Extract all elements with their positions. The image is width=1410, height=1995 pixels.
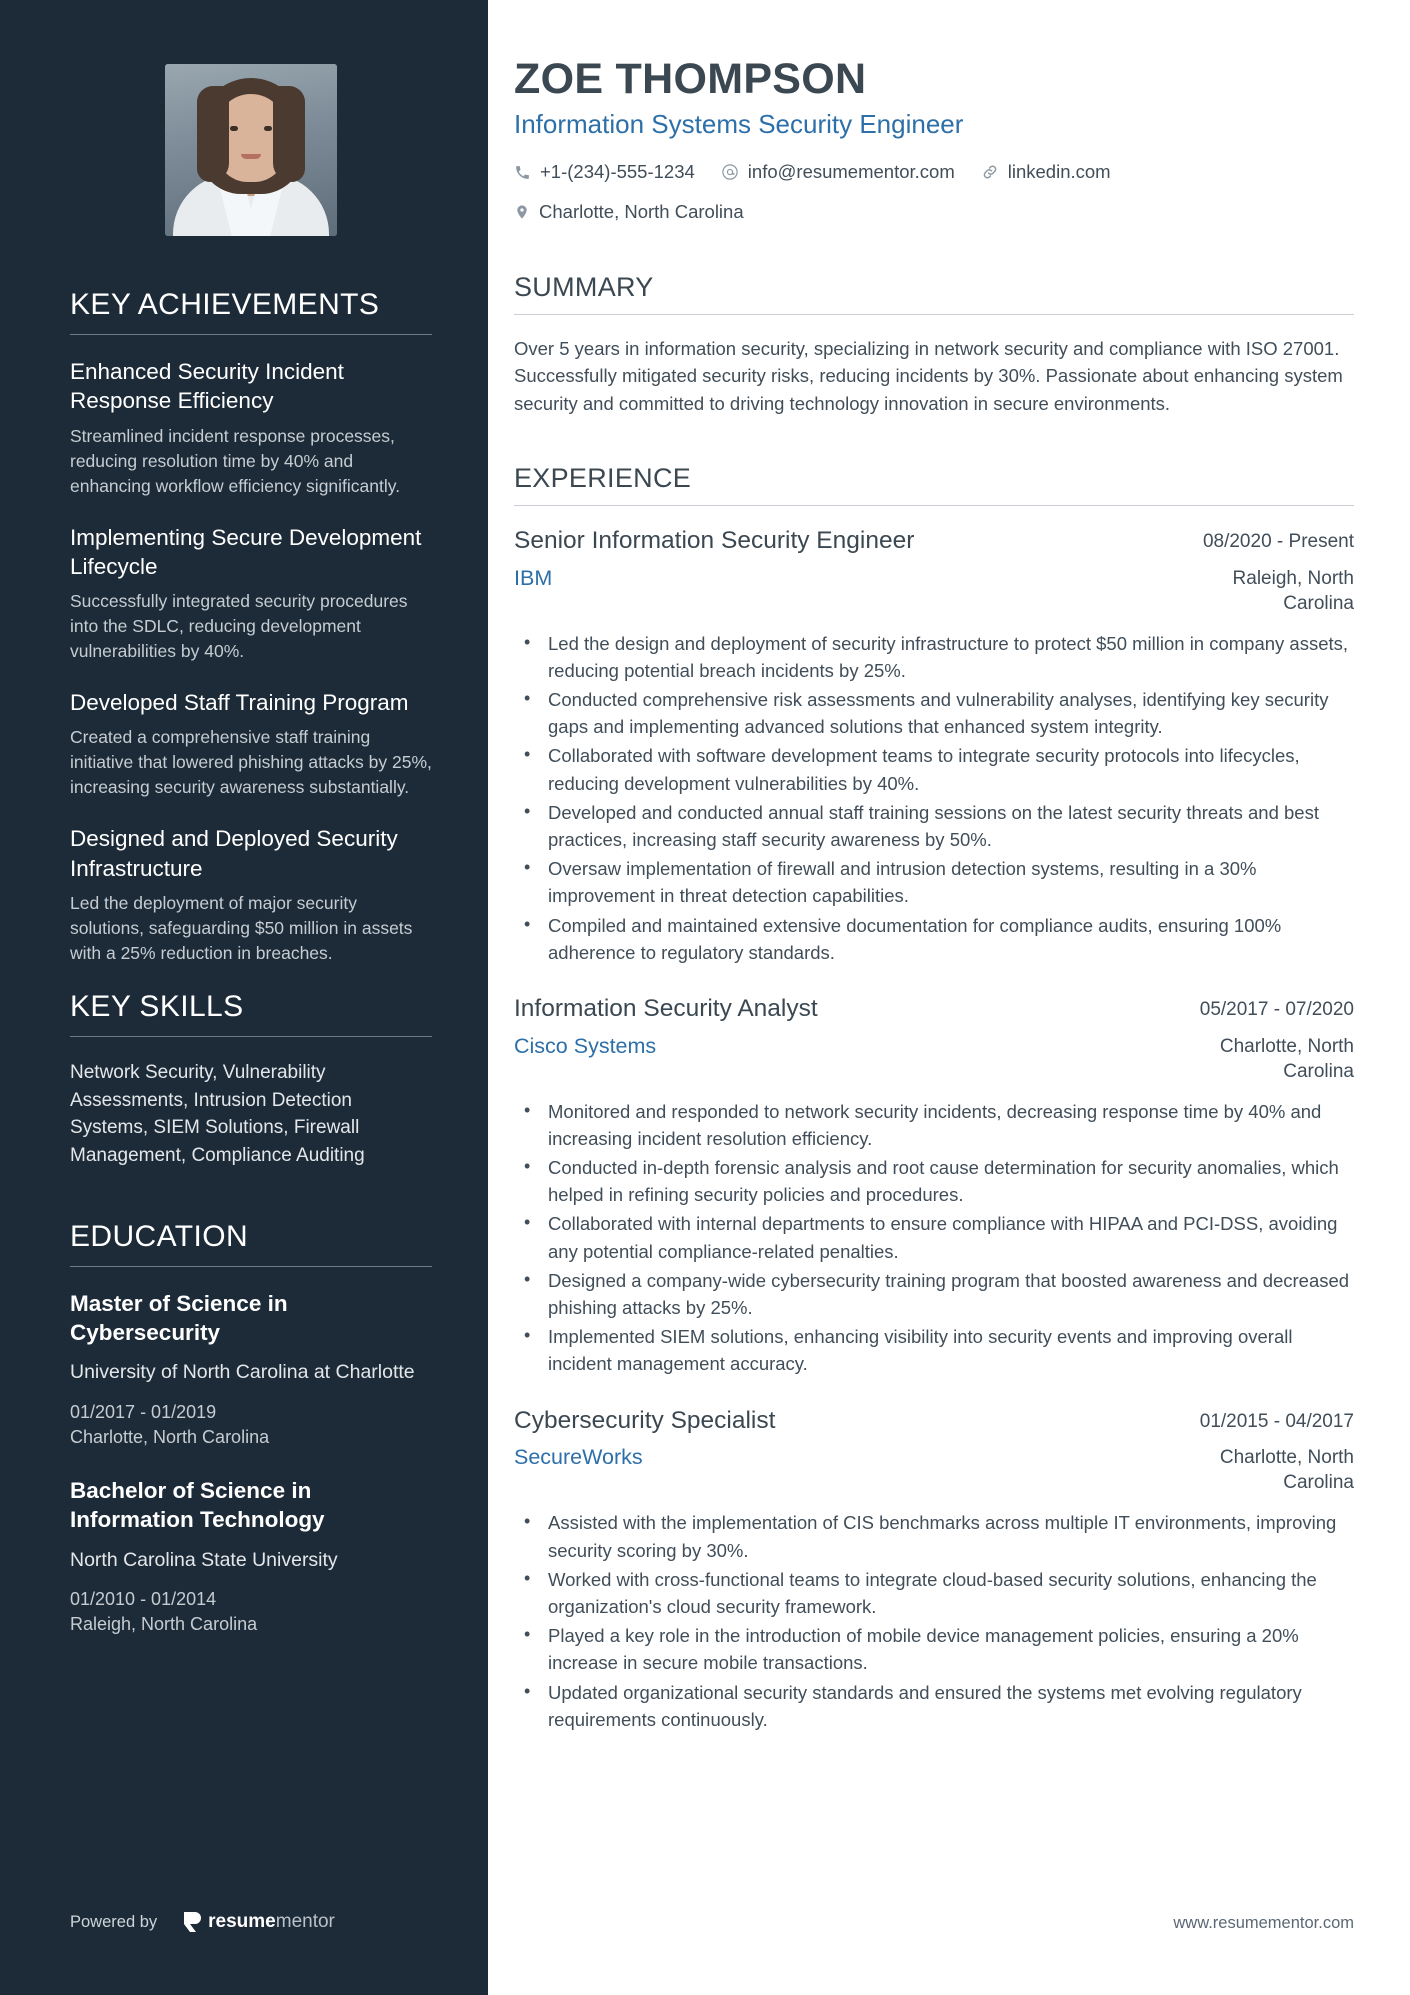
divider <box>514 505 1354 506</box>
job-dates: 08/2020 - Present <box>1202 530 1354 552</box>
job-role: Information Security Analyst <box>514 994 818 1022</box>
resumementor-logo <box>183 1911 335 1933</box>
achievement-description: Created a comprehensive staff training initiative that lowered phishing attacks by 25%, increasing security awareness substantially. <box>70 727 432 798</box>
location-icon <box>514 203 530 221</box>
experience-heading: EXPERIENCE <box>514 462 692 493</box>
education-dates: 01/2017 - 01/2019 <box>70 1401 217 1422</box>
job-bullet: • Assisted with the implementation of CIS benchmarks across multiple IT environments, improving security scoring by 30%. <box>514 1509 1354 1563</box>
education-degree: Bachelor of Science in Information Technology <box>70 1478 325 1533</box>
page-title: ZOE THOMPSON <box>514 55 867 103</box>
job-bullet: • Updated organizational security standards and ensured the systems met evolving regulatory requirements continuously. <box>514 1679 1354 1733</box>
job-bullet: • Collaborated with software development teams to integrate security protocols into lifecycles, reducing development vulnerabilities by 40%. <box>514 742 1354 796</box>
contact-location <box>514 198 744 226</box>
job-bullet: • Oversaw implementation of firewall and intrusion detection systems, resulting in a 30% improvement in threat detection capabilities. <box>514 855 1354 909</box>
achievement-item <box>70 824 432 966</box>
job-bullet: • Conducted in-depth forensic analysis and root cause determination for security anomalies, which helped in refining security policies and procedures. <box>514 1154 1354 1208</box>
achievement-description: Streamlined incident response processes, reducing resolution time by 40% and enhancing workflow efficiency significantly. <box>70 425 401 496</box>
resumementor-wordmark: resumementor <box>208 1911 335 1932</box>
key-achievements-heading: KEY ACHIEVEMENTS <box>70 288 380 321</box>
achievement-item <box>70 688 432 800</box>
divider <box>70 1036 432 1037</box>
job-location: Raleigh, North Carolina <box>1232 567 1354 614</box>
key-skills-list: Network Security, Vulnerability Assessments, Intrusion Detection Systems, SIEM Solutions, Firewall Management, Compliance Auditing <box>70 1061 365 1167</box>
job-bullet: • Led the design and deployment of security infrastructure to protect $50 million in company assets, reducing potential breach incidents by 25%. <box>514 630 1354 684</box>
job-bullet: • Compiled and maintained extensive documentation for compliance audits, ensuring 100% adherence to regulatory standards. <box>514 912 1354 966</box>
job-company[interactable]: IBM <box>514 565 553 590</box>
key-skills-heading: KEY SKILLS <box>70 989 244 1023</box>
link-icon <box>981 163 999 181</box>
phone-icon <box>514 164 531 181</box>
divider <box>70 334 432 335</box>
contact-link-text: linkedin.com <box>1007 161 1111 183</box>
profile-photo <box>70 64 432 236</box>
job-bullet: • Designed a company-wide cybersecurity training program that boosted awareness and decreased phishing attacks by 25%. <box>514 1267 1354 1321</box>
job-bullet: • Played a key role in the introduction of mobile device management policies, ensuring a 20% increase in secure mobile transactions. <box>514 1622 1354 1676</box>
job-bullets <box>514 1098 1354 1378</box>
education-dates: 01/2010 - 01/2014 <box>70 1588 217 1609</box>
contact-location-text: Charlotte, North Carolina <box>539 201 744 223</box>
job-dates: 01/2015 - 04/2017 <box>1199 1410 1354 1432</box>
divider <box>70 1266 432 1267</box>
education-heading: EDUCATION <box>70 1219 249 1253</box>
education-meta <box>70 1587 432 1637</box>
job-bullet: • Monitored and responded to network security incidents, decreasing response time by 40% and increasing incident resolution efficiency. <box>514 1098 1354 1152</box>
achievement-description: Led the deployment of major security solutions, safeguarding $50 million in assets with a 25% reduction in breaches. <box>70 892 413 963</box>
summary-text: Over 5 years in information security, specializing in network security and compliance with ISO 27001. Successfully mitigated security risks, reducing incidents by 30%. Passionate about enhancing system security and committed to driving technology innovation in secure environments. <box>514 337 1343 414</box>
avatar <box>165 64 337 236</box>
education-location: Charlotte, North Carolina <box>70 1426 270 1447</box>
achievement-item <box>70 357 432 499</box>
job-bullet: • Conducted comprehensive risk assessments and vulnerability analyses, identifying key security gaps and implementing advanced solutions that enhanced system integrity. <box>514 686 1354 740</box>
job-role: Cybersecurity Specialist <box>514 1406 776 1434</box>
headline-job-title: Information Systems Security Engineer <box>514 109 964 140</box>
job-company[interactable]: Cisco Systems <box>514 1033 657 1058</box>
job-dates: 05/2017 - 07/2020 <box>1199 998 1354 1020</box>
job-bullet: • Developed and conducted annual staff training sessions on the latest security threats and best practices, increasing staff security awareness by 50%. <box>514 799 1354 853</box>
contact-email[interactable] <box>721 158 955 186</box>
experience-item <box>514 994 1354 1378</box>
contact-phone-text: +1-(234)-555-1234 <box>540 161 695 183</box>
footer-url[interactable]: www.resumementor.com <box>1173 1914 1354 1932</box>
achievement-title: Designed and Deployed Security Infrastructure <box>70 826 398 881</box>
experience-item <box>514 526 1354 966</box>
education-location: Raleigh, North Carolina <box>70 1614 258 1635</box>
job-company[interactable]: SecureWorks <box>514 1445 643 1470</box>
job-location: Charlotte, North Carolina <box>1219 1035 1354 1082</box>
main-content <box>488 0 1410 1995</box>
job-bullets <box>514 1509 1354 1733</box>
sidebar <box>0 0 488 1995</box>
contact-link[interactable] <box>981 158 1111 186</box>
job-bullets <box>514 630 1354 966</box>
resumementor-mark-icon <box>183 1911 202 1933</box>
education-item <box>70 1289 432 1450</box>
contact-email-text: info@resumementor.com <box>747 161 955 183</box>
achievement-title: Developed Staff Training Program <box>70 690 409 716</box>
email-icon <box>721 163 739 181</box>
achievement-title: Enhanced Security Incident Response Efficiency <box>70 359 344 414</box>
achievement-description: Successfully integrated security procedures into the SDLC, reducing development vulnerabilities by 40%. <box>70 591 408 662</box>
job-role: Senior Information Security Engineer <box>514 526 915 554</box>
achievement-title: Implementing Secure Development Lifecycle <box>70 524 422 579</box>
education-school: North Carolina State University <box>70 1548 338 1571</box>
contact-info <box>514 158 1354 226</box>
education-school: University of North Carolina at Charlotte <box>70 1361 415 1384</box>
job-bullet: • Worked with cross-functional teams to integrate cloud-based security solutions, enhancing the organization's cloud security framework. <box>514 1566 1354 1620</box>
achievement-item <box>70 523 432 665</box>
job-location: Charlotte, North Carolina <box>1219 1447 1354 1494</box>
summary-heading: SUMMARY <box>514 271 654 302</box>
education-degree: Master of Science in Cybersecurity <box>70 1290 288 1346</box>
experience-item <box>514 1406 1354 1733</box>
education-item <box>70 1476 432 1637</box>
contact-phone[interactable] <box>514 158 695 186</box>
divider <box>514 314 1354 315</box>
sidebar-footer <box>70 1911 335 1933</box>
job-bullet: • Collaborated with internal departments to ensure compliance with HIPAA and PCI-DSS, avoiding any potential compliance-related penalties. <box>514 1210 1354 1264</box>
powered-by-label: Powered by <box>70 1912 158 1931</box>
job-bullet: • Implemented SIEM solutions, enhancing visibility into security events and improving overall incident management accuracy. <box>514 1323 1354 1377</box>
education-meta <box>70 1400 432 1450</box>
